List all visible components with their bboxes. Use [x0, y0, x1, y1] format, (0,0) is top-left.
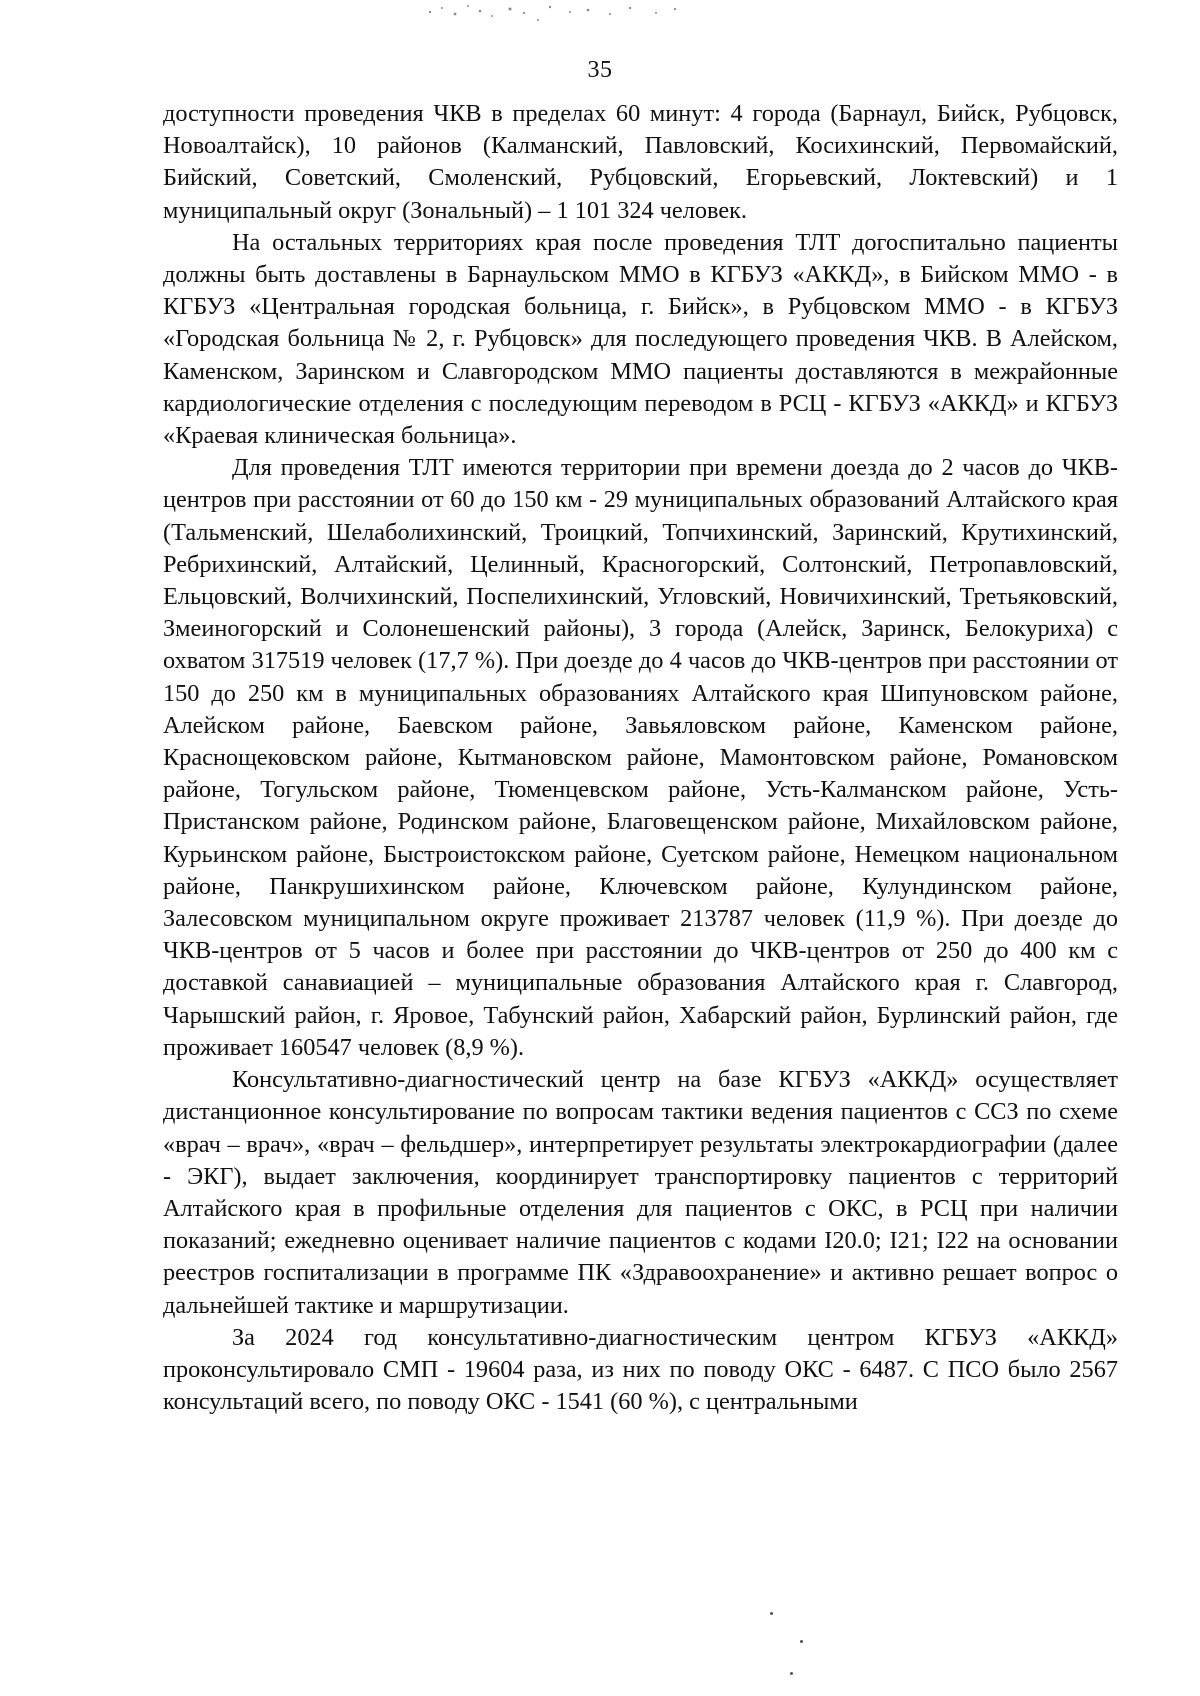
scan-speck — [770, 1612, 773, 1615]
paragraph-5: За 2024 год консультативно-диагностическим центром КГБУЗ «АККД» проконсультировало СМП - 19604 раза, из них по поводу ОКС - 6487. С ПСО было 2567 консультаций всего, по поводу ОКС - 1541 (60 %), с центральными — [163, 1323, 1118, 1416]
paragraph-4: Консультативно-диагностический центр на базе КГБУЗ «АККД» осуществляет дистанционное консультирование по вопросам тактики ведения пациентов с ССЗ по схеме «врач – врач», «врач – фельдшер», интерпретирует результаты электрокардиографии (далее - ЭКГ), выдает заключения, координирует транспортировку пациентов с территорий Алтайского края в профильные отделения для пациентов с ОКС, в РСЦ при наличии показаний; ежедневно оценивает наличие пациентов с кодами I20.0; I21; I22 на основании реестров госпитализации в программе ПК «Здравоохранение» и активно решает вопрос о дальнейшей тактике и маршрутизации. — [163, 1066, 1118, 1319]
page-number: 35 — [587, 57, 613, 83]
body-text — [163, 98, 1118, 1418]
paragraph-1: доступности проведения ЧКВ в пределах 60 минут: 4 города (Барнаул, Бийск, Рубцовск, Новоалтайск), 10 районов (Калманский, Павловский, Косихинский, Первомайский, Бийский, Советский, Смоленский, Рубцовский, Егорьевский, Локтевский) и 1 муниципальный округ (Зональный) – 1 101 324 человек. — [163, 100, 1118, 224]
scan-artifact — [420, 0, 720, 30]
scan-speck — [800, 1640, 803, 1643]
paragraph-3: Для проведения ТЛТ имеются территории при времени доезда до 2 часов до ЧКВ-центров при расстоянии от 60 до 150 км - 29 муниципальных образований Алтайского края (Тальменский, Шелаболихинский, Троицкий, Топчихинский, Заринский, Крутихинский, Ребрихинский, Алтайский, Целинный, Красногорский, Солтонский, Петропавловский, Ельцовский, Волчихинский, Поспелихинский, Угловский, Новичихинский, Третьяковский, Змеиногорский и Солонешенский районы), 3 города (Алейск, Заринск, Белокуриха) с охватом 317519 человек (17,7 %). При доезде до 4 часов до ЧКВ-центров при расстоянии от 150 до 250 км в муниципальных образованиях Алтайского края Шипуновском районе, Алейском районе, Баевском районе, Завьяловском районе, Каменском районе, Краснощековском районе, Кытмановском районе, Мамонтовском районе, Романовском районе, Тогульском районе, Тюменцевском районе, Усть-Калманском районе, Усть-Пристанском районе, Родинском районе, Благовещенском районе, Михайловском районе, Курьинском районе, Быстроистокском районе, Суетском районе, Немецком национальном районе, Панкрушихинском районе, Ключевском районе, Кулундинском районе, Залесовском муниципальном округе проживает 213787 человек (11,9 %). При доезде до ЧКВ-центров от 5 часов и более при расстоянии до ЧКВ-центров от 250 до 400 км с доставкой санавиацией – муниципальные образования Алтайского края г. Славгород, Чарышский район, г. Яровое, Табунский район, Хабарский район, Бурлинский район, где проживает 160547 человек (8,9 %). — [163, 454, 1118, 1061]
scan-speck — [790, 1672, 793, 1675]
paragraph-2: На остальных территориях края после проведения ТЛТ догоспитально пациенты должны быть доставлены в Барнаульском ММО в КГБУЗ «АККД», в Бийском ММО - в КГБУЗ «Центральная городская больница, г. Бийск», в Рубцовском ММО - в КГБУЗ «Городская больница № 2, г. Рубцовск» для последующего проведения ЧКВ. В Алейском, Каменском, Заринском и Славгородском ММО пациенты доставляются в межрайонные кардиологические отделения с последующим переводом в РСЦ - КГБУЗ «АККД» и КГБУЗ «Краевая клиническая больница». — [163, 228, 1118, 450]
